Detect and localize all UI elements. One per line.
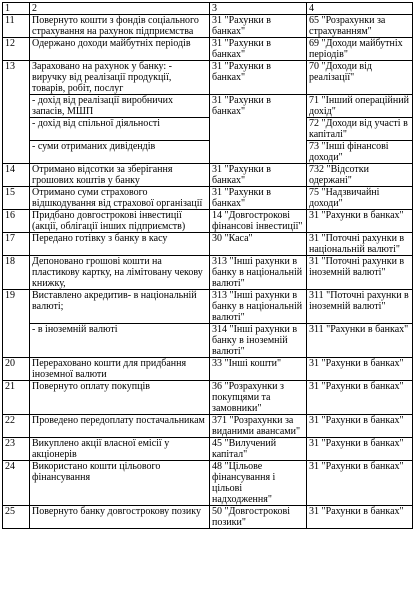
- credit-account: 31 "Рахунки в банках": [307, 506, 413, 529]
- operation-description: Отримано відсотки за зберігання грошових коштів у банку: [30, 164, 210, 187]
- operation-description: - дохід від реалізації виробничих запасів, МШП: [30, 95, 210, 118]
- debit-account: 314 "Інші рахунки в банку в іноземній валюті": [210, 324, 307, 358]
- credit-account: 75 "Надзвичайні доходи": [307, 187, 413, 210]
- operation-description: Викуплено акції власної емісії у акціонерів: [30, 438, 210, 461]
- operation-description: - в іноземній валюті: [30, 324, 210, 358]
- accounting-entries-table: [2, 2, 413, 529]
- row-number: 19: [3, 290, 30, 358]
- debit-account: 48 "Цільове фінансування і цільові надходження": [210, 461, 307, 506]
- header-cell: 4: [307, 3, 413, 15]
- operation-description: - дохід від спільної діяльності: [30, 118, 210, 141]
- row-number: 25: [3, 506, 30, 529]
- table-row: [3, 233, 413, 256]
- row-number: 20: [3, 358, 30, 381]
- row-number: 24: [3, 461, 30, 506]
- row-number: 14: [3, 164, 30, 187]
- credit-account: 31 "Рахунки в банках": [307, 358, 413, 381]
- credit-account: 31 "Рахунки в банках": [307, 415, 413, 438]
- header-row: [3, 3, 413, 15]
- debit-account: 31 "Рахунки в банках": [210, 15, 307, 38]
- table-row: [3, 290, 413, 324]
- debit-account: 50 "Довгострокові позики": [210, 506, 307, 529]
- table-row: [3, 61, 413, 95]
- table-row: [3, 95, 413, 118]
- row-number: 22: [3, 415, 30, 438]
- table-row: [3, 415, 413, 438]
- table-row: [3, 38, 413, 61]
- debit-account: 33 "Інші кошти": [210, 358, 307, 381]
- table-row: [3, 187, 413, 210]
- debit-account: 31 "Рахунки в банках": [210, 61, 307, 95]
- operation-description: Депоновано грошові кошти на пластикову картку, на лімітовану чекову книжку,: [30, 256, 210, 290]
- operation-description: Повернуто кошти з фондів соціального страхування на рахунок підприємства: [30, 15, 210, 38]
- debit-account: 31 "Рахунки в банках": [210, 95, 307, 164]
- debit-account: 31 "Рахунки в банках": [210, 38, 307, 61]
- table-row: [3, 506, 413, 529]
- table-row: [3, 324, 413, 358]
- credit-account: 311 "Рахунки в банках": [307, 324, 413, 358]
- credit-account: 31 "Рахунки в банках": [307, 381, 413, 415]
- debit-account: 30 "Каса": [210, 233, 307, 256]
- credit-account: 65 "Розрахунки за страхуванням": [307, 15, 413, 38]
- table-row: [3, 256, 413, 290]
- operation-description: Зараховано на рахунок у банку: - виручку від реалізації продукції, товарів, робіт, послуг: [30, 61, 210, 95]
- row-number: 17: [3, 233, 30, 256]
- operation-description: Повернуто оплату покупців: [30, 381, 210, 415]
- operation-description: Придбано довгострокові інвестиції (акції, облігації інших підприємств): [30, 210, 210, 233]
- credit-account: 311 "Поточні рахунки в іноземній валюті": [307, 290, 413, 324]
- credit-account: 71 "Інший операційний дохід": [307, 95, 413, 118]
- credit-account: 70 "Доходи від реалізації": [307, 61, 413, 95]
- table-row: [3, 141, 413, 164]
- operation-description: Використано кошти цільового фінансування: [30, 461, 210, 506]
- debit-account: 36 "Розрахунки з покупцями та замовники": [210, 381, 307, 415]
- row-number: 16: [3, 210, 30, 233]
- row-number: 21: [3, 381, 30, 415]
- header-cell: 2: [30, 3, 210, 15]
- debit-account: 31 "Рахунки в банках": [210, 164, 307, 187]
- row-number: 12: [3, 38, 30, 61]
- table-row: [3, 358, 413, 381]
- operation-description: Виставлено акредитив- в національній валюті;: [30, 290, 210, 324]
- row-number: 13: [3, 61, 30, 164]
- table-row: [3, 381, 413, 415]
- header-cell: 3: [210, 3, 307, 15]
- debit-account: 14 "Довгострокові фінансові інвестиції": [210, 210, 307, 233]
- credit-account: 31 "Рахунки в банках": [307, 461, 413, 506]
- table-row: [3, 164, 413, 187]
- table-row: [3, 118, 413, 141]
- credit-account: 31 "Рахунки в банках": [307, 438, 413, 461]
- table-row: [3, 438, 413, 461]
- operation-description: Перераховано кошти для придбання іноземної валюти: [30, 358, 210, 381]
- operation-description: - суми отриманих дивідендів: [30, 141, 210, 164]
- table-row: [3, 461, 413, 506]
- operation-description: Одержано доходи майбутніх періодів: [30, 38, 210, 61]
- credit-account: 732 "Відсотки одержані": [307, 164, 413, 187]
- credit-account: 31 "Поточні рахунки в національній валюті": [307, 233, 413, 256]
- operation-description: Повернуто банку довгострокову позику: [30, 506, 210, 529]
- debit-account: 31 "Рахунки в банках": [210, 187, 307, 210]
- operation-description: Проведено передоплату постачальникам: [30, 415, 210, 438]
- credit-account: 31 "Рахунки в банках": [307, 210, 413, 233]
- operation-description: Отримано суми страхового відшкодування від страхової організації: [30, 187, 210, 210]
- operation-description: Передано готівку з банку в касу: [30, 233, 210, 256]
- row-number: 11: [3, 15, 30, 38]
- row-number: 15: [3, 187, 30, 210]
- debit-account: 45 "Вилучений капітал": [210, 438, 307, 461]
- credit-account: 72 "Доходи від участі в капіталі": [307, 118, 413, 141]
- header-cell: 1: [3, 3, 30, 15]
- debit-account: 313 "Інші рахунки в банку в національній валюті": [210, 290, 307, 324]
- debit-account: 313 "Інші рахунки в банку в національній валюті": [210, 256, 307, 290]
- credit-account: 69 "Доходи майбутніх періодів": [307, 38, 413, 61]
- row-number: 18: [3, 256, 30, 290]
- table-row: [3, 15, 413, 38]
- table-row: [3, 210, 413, 233]
- credit-account: 31 "Поточні рахунки в іноземній валюті": [307, 256, 413, 290]
- row-number: 23: [3, 438, 30, 461]
- debit-account: 371 "Розрахунки за виданими авансами": [210, 415, 307, 438]
- credit-account: 73 "Інші фінансові доходи": [307, 141, 413, 164]
